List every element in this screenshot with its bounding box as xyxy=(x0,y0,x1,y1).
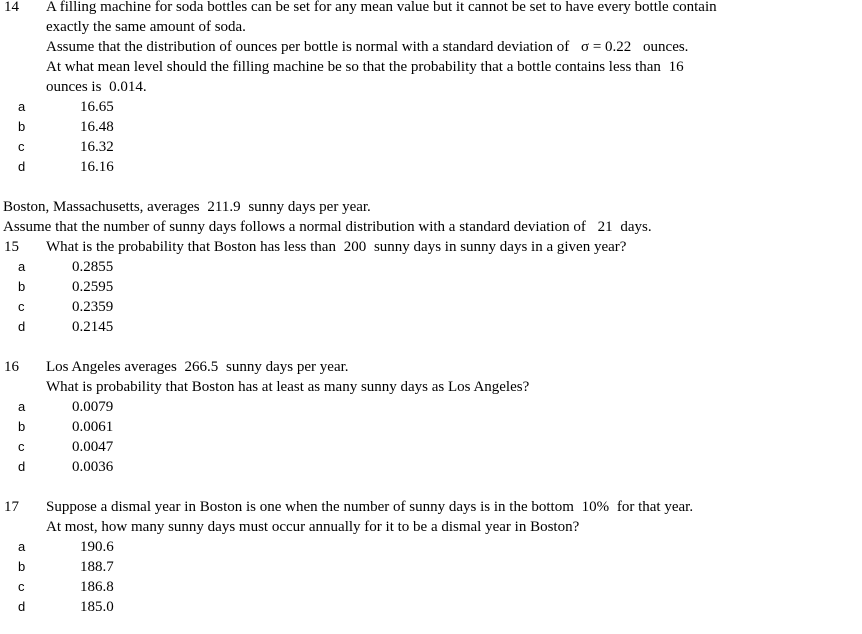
question-14-text-line-2: exactly the same amount of soda. xyxy=(46,19,246,35)
boston-intro-line-2 xyxy=(3,217,652,237)
question-17-percentile: 10% xyxy=(581,499,610,515)
boston-sd-text: Assume that the number of sunny days follows a normal distribution with a standard deviation of xyxy=(3,219,586,235)
question-14-prob-text: At what mean level should the filling machine be so that the probability that a bottle contains less than xyxy=(46,59,661,75)
q14-option-value-d: 16.16 xyxy=(80,159,114,175)
q17-option-letter-a: a xyxy=(18,539,26,554)
q15-option-letter-a: a xyxy=(18,259,26,274)
question-15-text-post: sunny days in sunny days in a given year? xyxy=(373,239,627,255)
boston-sd-unit: days. xyxy=(620,219,652,235)
question-16-text-line-1 xyxy=(46,357,349,377)
q16-option-value-d: 0.0036 xyxy=(72,459,114,475)
q15-option-letter-d: d xyxy=(18,319,26,334)
q17-option-value-b: 188.7 xyxy=(80,559,114,575)
question-15-text-pre: What is the probability that Boston has less than xyxy=(46,239,336,255)
question-14-text-line-3 xyxy=(46,37,688,57)
q17-option-value-d: 185.0 xyxy=(80,599,114,615)
question-14-text-line-1: A filling machine for soda bottles can be set for any mean value but it cannot be set to have every bottle contain xyxy=(46,0,717,15)
question-14-probability: 0.014. xyxy=(109,79,147,95)
q16-option-value-a: 0.0079 xyxy=(72,399,114,415)
q16-option-value-c: 0.0047 xyxy=(72,439,114,455)
q14-option-value-a: 16.65 xyxy=(80,99,114,115)
q14-option-letter-a: a xyxy=(18,99,26,114)
question-15-threshold: 200 xyxy=(343,239,367,255)
q16-option-value-b: 0.0061 xyxy=(72,419,114,435)
q15-option-letter-b: b xyxy=(18,279,26,294)
q16-option-letter-b: b xyxy=(18,419,26,434)
q17-option-letter-d: d xyxy=(18,599,26,614)
q16-option-letter-a: a xyxy=(18,399,26,414)
boston-intro-text: Boston, Massachusetts, averages xyxy=(3,199,200,215)
question-16-la-suffix: sunny days per year. xyxy=(226,359,349,375)
question-14-assume-text: Assume that the distribution of ounces per bottle is normal with a standard deviation of xyxy=(46,39,570,55)
question-14-number: 14 xyxy=(4,0,19,15)
q14-option-value-c: 16.32 xyxy=(80,139,114,155)
q15-option-value-c: 0.2359 xyxy=(72,299,114,315)
boston-sd-value: 21 xyxy=(597,219,613,235)
q15-option-letter-c: c xyxy=(18,299,25,314)
question-15-text xyxy=(46,237,626,257)
question-15-number: 15 xyxy=(4,239,19,255)
question-14-sigma: σ = 0.22 xyxy=(580,39,632,55)
q15-option-value-d: 0.2145 xyxy=(72,319,114,335)
question-16-text-line-2: What is probability that Boston has at least as many sunny days as Los Angeles? xyxy=(46,379,530,395)
boston-intro-line-1 xyxy=(3,197,371,217)
q17-option-value-c: 186.8 xyxy=(80,579,114,595)
q15-option-value-a: 0.2855 xyxy=(72,259,114,275)
question-14-text-line-5 xyxy=(46,77,147,97)
q14-option-letter-b: b xyxy=(18,119,26,134)
question-17-text-post: for that year. xyxy=(616,499,694,515)
q16-option-letter-d: d xyxy=(18,459,26,474)
q14-option-letter-c: c xyxy=(18,139,25,154)
question-17-text-line-2: At most, how many sunny days must occur annually for it to be a dismal year in Boston? xyxy=(46,519,580,535)
question-16-la-mean: 266.5 xyxy=(184,359,219,375)
q17-option-letter-c: c xyxy=(18,579,25,594)
q14-option-letter-d: d xyxy=(18,159,26,174)
boston-intro-suffix: sunny days per year. xyxy=(248,199,371,215)
question-17-text-pre: Suppose a dismal year in Boston is one when the number of sunny days is in the bottom xyxy=(46,499,574,515)
q16-option-letter-c: c xyxy=(18,439,25,454)
question-14-ounces-text: ounces is xyxy=(46,79,102,95)
q17-option-value-a: 190.6 xyxy=(80,539,114,555)
question-16-la-text: Los Angeles averages xyxy=(46,359,177,375)
question-17-text-line-1 xyxy=(46,497,693,517)
question-14-text-line-4 xyxy=(46,57,684,77)
question-14-threshold: 16 xyxy=(668,59,684,75)
question-14-ounces-unit: ounces. xyxy=(643,39,689,55)
q17-option-letter-b: b xyxy=(18,559,26,574)
boston-mean-days: 211.9 xyxy=(207,199,241,215)
q15-option-value-b: 0.2595 xyxy=(72,279,114,295)
question-17-number: 17 xyxy=(4,499,19,515)
question-16-number: 16 xyxy=(4,359,19,375)
q14-option-value-b: 16.48 xyxy=(80,119,114,135)
